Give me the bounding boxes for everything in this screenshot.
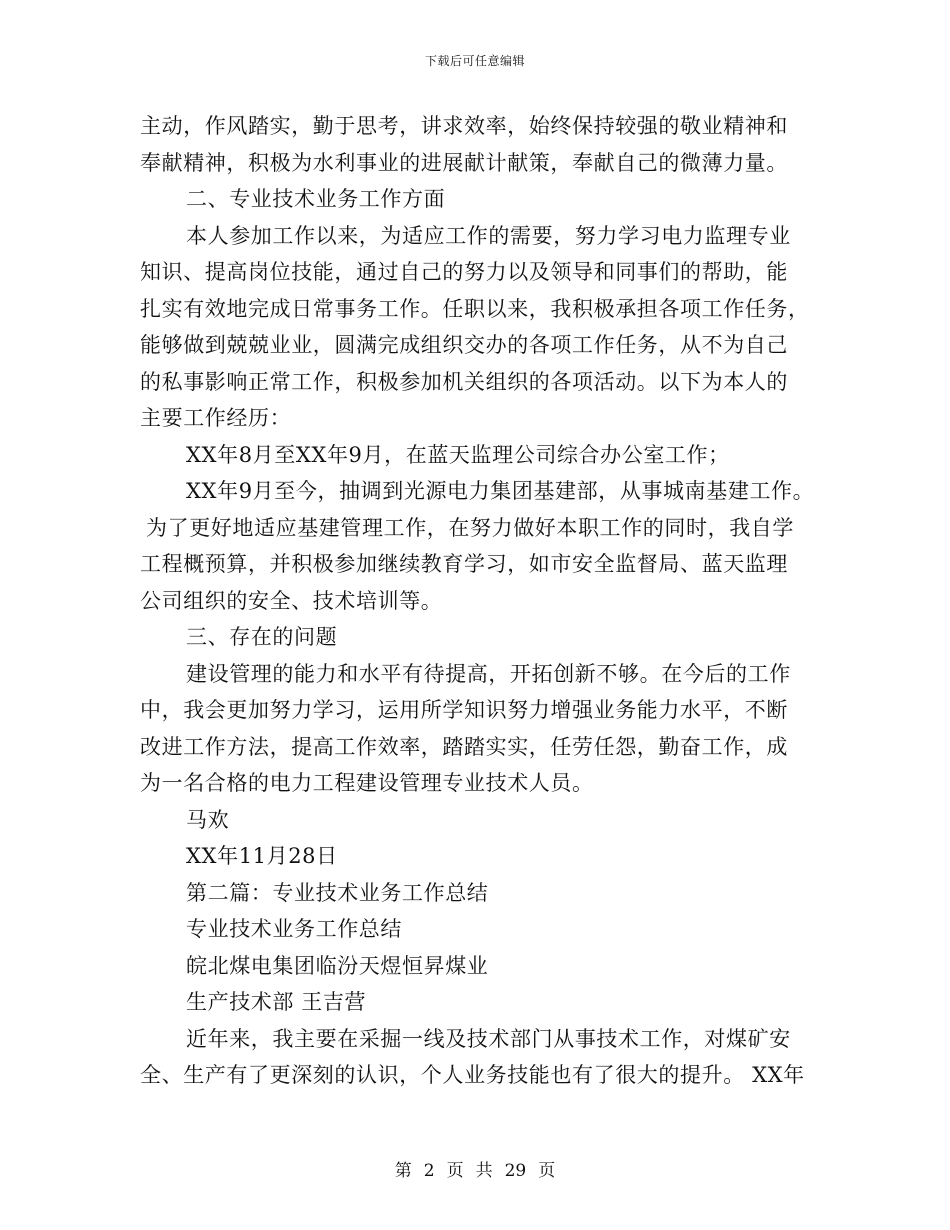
- text-line: 奉献精神，积极为水利事业的进展献计献策，奉献自己的微薄力量。: [140, 150, 788, 175]
- organization-name: 皖北煤电集团临汾天煜恒昇煤业: [186, 953, 489, 978]
- text-line: XX年8月至XX年9月，在蓝天监理公司综合办公室工作；: [186, 442, 730, 467]
- text-line: 公司组织的安全、技术培训等。: [140, 588, 443, 613]
- text-line: 知识、提高岗位技能，通过自己的努力以及领导和同事们的帮助，能: [140, 260, 788, 284]
- footer-total-pages: 29: [504, 1161, 527, 1181]
- signature-name: 马欢: [186, 807, 230, 832]
- footer-prefix: 第: [394, 1161, 412, 1181]
- section-heading: 二、专业技术业务工作方面: [186, 187, 446, 211]
- page-footer: [0, 1156, 950, 1181]
- signature-date: XX年11月28日: [186, 844, 338, 868]
- text-line: 改进工作方法，提高工作效率，踏踏实实，任劳任怨，勤奋工作，成: [140, 734, 788, 759]
- document-title: 专业技术业务工作总结: [186, 917, 402, 941]
- author-line: 生产技术部 王吉营: [186, 990, 367, 1014]
- text-line: 建设管理的能力和水平有待提高，开拓创新不够。在今后的工作: [186, 661, 791, 686]
- text-line: 为了更好地适应基建管理工作，在努力做好本职工作的同时，我自学: [146, 515, 794, 540]
- text-line: 能够做到兢兢业业，圆满完成组织交办的各项工作任务，从不为自己: [140, 333, 788, 357]
- footer-total-prefix: 共: [475, 1161, 493, 1181]
- text-line: XX年9月至今，抽调到光源电力集团基建部，从事城南基建工作。: [186, 479, 815, 503]
- text-line: 扎实有效地完成日常事务工作。任职以来，我积极承担各项工作任务，: [140, 296, 810, 321]
- text-line: 主动，作风踏实，勤于思考，讲求效率，始终保持较强的敬业精神和: [140, 114, 788, 138]
- text-line: 工程概预算，并积极参加继续教育学习，如市安全监督局、蓝天监理: [140, 552, 788, 576]
- section-heading: 三、存在的问题: [186, 625, 338, 649]
- text-line: 全、生产有了更深刻的认识，个人业务技能也有了很大的提升。 XX年: [140, 1063, 805, 1087]
- text-line: 近年来，我主要在采掘一线及技术部门从事技术工作，对煤矿安: [186, 1026, 791, 1051]
- text-line: 中，我会更加努力学习，运用所学知识努力增强业务能力水平，不断: [140, 698, 788, 722]
- page-header-note: 下载后可任意编辑: [424, 54, 525, 68]
- text-line: 本人参加工作以来，为适应工作的需要，努力学习电力监理专业: [186, 223, 791, 248]
- footer-page-number: 2: [423, 1161, 435, 1181]
- text-line: 主要工作经历：: [140, 406, 292, 430]
- document-body: [140, 108, 820, 1094]
- text-line: 为一名合格的电力工程建设管理专业技术人员。: [140, 771, 594, 795]
- footer-middle: 页: [446, 1161, 464, 1181]
- text-line: 的私事影响正常工作，积极参加机关组织的各项活动。以下为本人的: [140, 369, 788, 394]
- chapter-title: 第二篇：专业技术业务工作总结: [186, 880, 489, 905]
- footer-suffix: 页: [538, 1161, 556, 1181]
